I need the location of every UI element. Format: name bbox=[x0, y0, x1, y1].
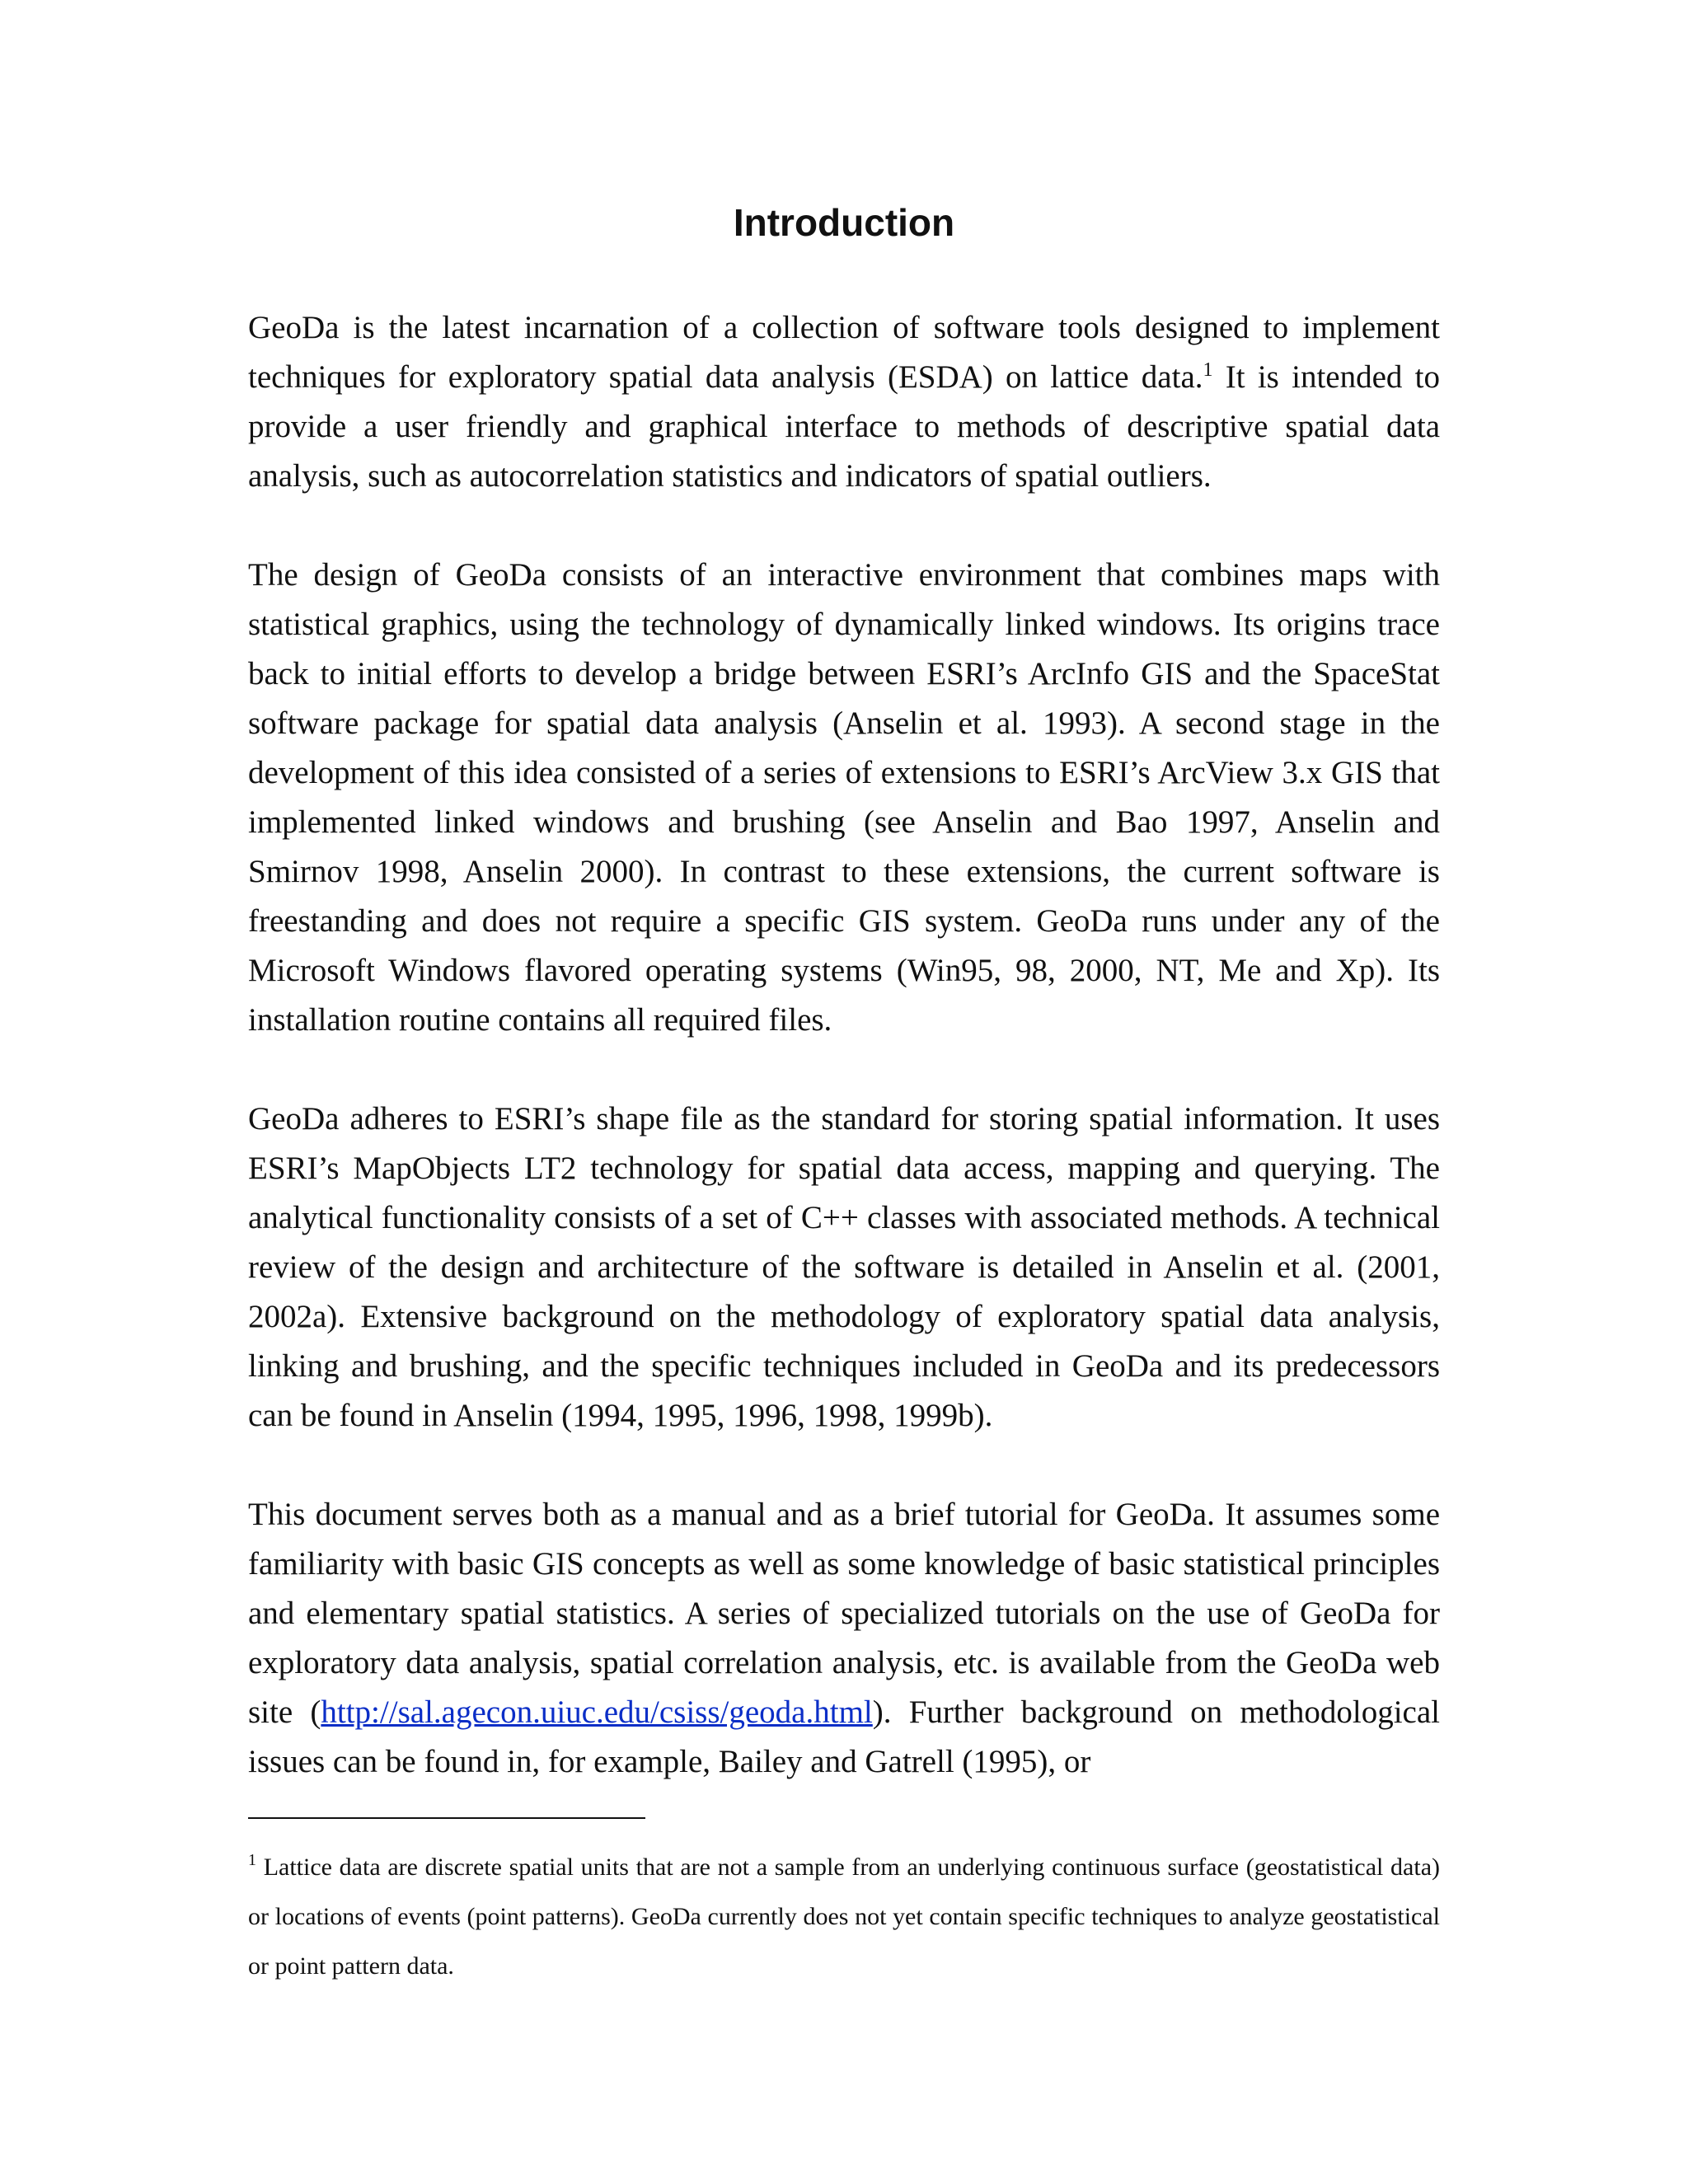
footnote-text: Lattice data are discrete spatial units that are not a sample from an underlying continuous surface (geostatistical data) or locations of events (point patterns). GeoDa currently does not yet contain specific techniques to analyze geostatistical or point pattern data. bbox=[248, 1854, 1440, 1980]
paragraph-1-text-a: GeoDa is the latest incarnation of a collection of software tools designed to implement techniques for exploratory spatial data analysis (ESDA) on lattice data. bbox=[248, 310, 1440, 395]
paragraph-1-text-b: It is intended to provide a user friendly and graphical interface to methods of descriptive spatial data analysis, such as autocorrelation statistics and indicators of spatial outliers. bbox=[248, 359, 1440, 494]
paragraph-3: GeoDa adheres to ESRI’s shape file as the standard for storing spatial information. It uses ESRI’s MapObjects LT2 technology for spatial data access, mapping and querying. The analytical functionality consists of a set of C++ classes with associated methods. A technical review of the design and architecture of the software is detailed in Anselin et al. (2001, 2002a). Extensive background on the methodology of exploratory spatial data analysis, linking and brushing, and the specific techniques included in GeoDa and its predecessors can be found in Anselin (1994, 1995, 1996, 1998, 1999b). bbox=[248, 1101, 1440, 1433]
footnote-reference-1[interactable]: 1 bbox=[1203, 359, 1213, 381]
paragraph-4-text-b: ). Further background on methodological issues can be found in, for example, Bailey and Gatrell (1995), or bbox=[248, 1694, 1440, 1779]
footnote-marker: 1 bbox=[248, 1851, 256, 1869]
geoda-website-link[interactable]: http://sal.agecon.uiuc.edu/csiss/geoda.html bbox=[321, 1694, 873, 1730]
footnote-separator bbox=[248, 1817, 645, 1819]
paragraph-1 bbox=[248, 303, 1440, 501]
body-text bbox=[248, 303, 1440, 1836]
paragraph-2: The design of GeoDa consists of an interactive environment that combines maps with statistical graphics, using the technology of dynamically linked windows. Its origins trace back to initial efforts to develop a bridge between ESRI’s ArcInfo GIS and the SpaceStat software package for spatial data analysis (Anselin et al. 1993). A second stage in the development of this idea consisted of a series of extensions to ESRI’s ArcView 3.x GIS that implemented linked windows and brushing (see Anselin and Bao 1997, Anselin and Smirnov 1998, Anselin 2000). In contrast to these extensions, the current software is freestanding and does not require a specific GIS system. GeoDa runs under any of the Microsoft Windows flavored operating systems (Win95, 98, 2000, NT, Me and Xp). Its installation routine contains all required files. bbox=[248, 557, 1440, 1038]
paragraph-4 bbox=[248, 1490, 1440, 1787]
footnote-1 bbox=[248, 1843, 1440, 1991]
paragraph-4-text-a: This document serves both as a manual and as a brief tutorial for GeoDa. It assumes some familiarity with basic GIS concepts as well as some knowledge of basic statistical principles and elementary spatial statistics. A series of specialized tutorials on the use of GeoDa for exploratory data analysis, spatial correlation analysis, etc. is available from the GeoDa web site ( bbox=[248, 1497, 1440, 1730]
page-title: Introduction bbox=[733, 201, 955, 244]
